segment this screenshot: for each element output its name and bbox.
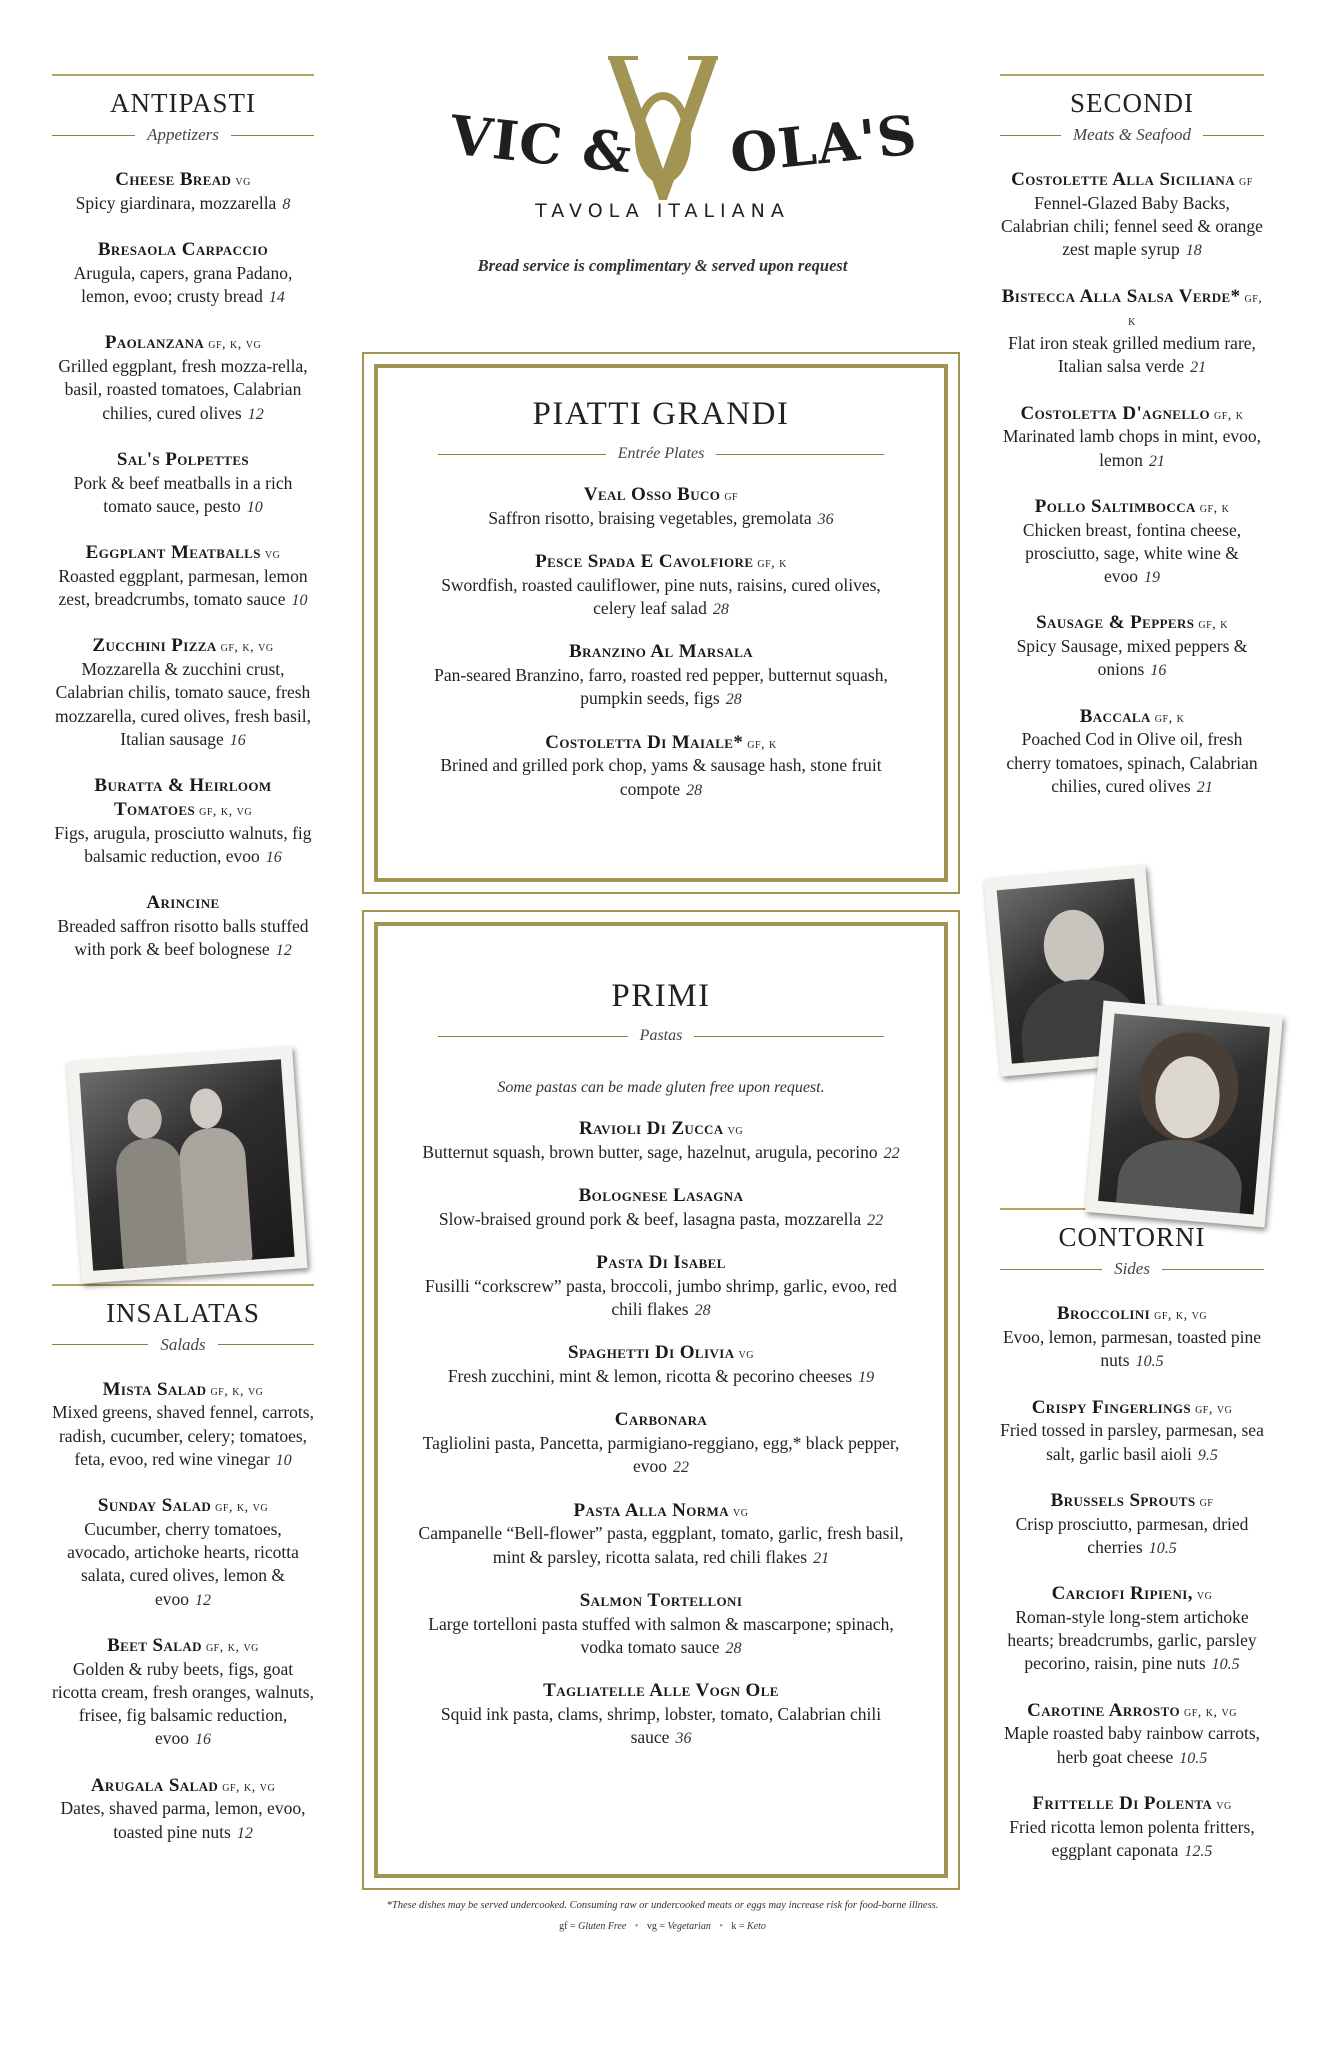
- dietary-legend: gf = Gluten Free • vg = Vegetarian • k = Keto: [559, 1921, 766, 1932]
- item-price: 36: [817, 510, 834, 528]
- legend-code: k: [731, 1921, 737, 1932]
- menu-item: [1000, 705, 1264, 799]
- menu-item: [418, 640, 904, 710]
- divider: [1000, 74, 1264, 76]
- item-name: Pollo Saltimbocca: [1034, 495, 1196, 517]
- item-description: Marinated lamb chops in mint, evoo, lemon: [1002, 426, 1262, 470]
- item-description: Slow-braised ground pork & beef, lasagna pasta, mozzarella: [438, 1208, 862, 1229]
- item-name: Pasta Alla Norma: [573, 1499, 730, 1521]
- section-subtitle: Pastas: [639, 1027, 683, 1044]
- bullet-icon: •: [634, 1921, 639, 1932]
- section-title: CONTORNI: [1058, 1222, 1206, 1253]
- item-price: 8: [282, 195, 291, 213]
- menu-item: [52, 1634, 314, 1751]
- item-price: 16: [1150, 662, 1167, 680]
- dietary-tags: vg: [264, 547, 281, 563]
- menu-item: [1000, 1489, 1264, 1559]
- menu-item: [1000, 1792, 1264, 1862]
- gluten-free-note: Some pastas can be made gluten free upon request.: [497, 1079, 825, 1096]
- piatti-grandi-box: [362, 352, 960, 894]
- item-price: 21: [1148, 452, 1165, 470]
- tagline: TAVOLA ITALIANA: [535, 200, 790, 222]
- legend-code: vg: [646, 1921, 657, 1932]
- item-description: Cucumber, cherry tomatoes, avocado, artichoke hearts, ricotta salata, cured olives, lemon & evoo: [67, 1518, 299, 1609]
- item-name: Costoletta Di Maiale*: [545, 731, 744, 753]
- item-name: Crispy Fingerlings: [1031, 1396, 1192, 1418]
- item-description: Squid ink pasta, clams, shrimp, lobster, tomato, Calabrian chili sauce: [440, 1703, 882, 1748]
- menu-item: [418, 1341, 904, 1388]
- item-description: Golden & ruby beets, figs, goat ricotta cream, fresh oranges, walnuts, frisee, fig balsamic reduction, evoo: [52, 1658, 314, 1749]
- item-description: Poached Cod in Olive oil, fresh cherry tomatoes, spinach, Calabrian chilies, cured olives: [1006, 729, 1258, 796]
- item-name: Baccala: [1079, 705, 1151, 727]
- insalatas-list: [52, 1378, 314, 1844]
- item-price: 28: [712, 601, 729, 619]
- dietary-tags: gf: [724, 489, 739, 504]
- menu-item: [418, 1251, 904, 1321]
- dietary-tags: gf, k, vg: [199, 803, 253, 819]
- item-price: 21: [1196, 778, 1213, 796]
- item-description: Breaded saffron risotto balls stuffed with pork & beef bolognese: [57, 916, 309, 960]
- item-price: 12: [236, 1824, 253, 1842]
- dietary-tags: gf, k, vg: [222, 1779, 276, 1795]
- item-description: Fennel-Glazed Baby Backs, Calabrian chili; fennel seed & orange zest maple syrup: [1001, 192, 1263, 260]
- item-description: Flat iron steak grilled medium rare, Italian salsa verde: [1008, 333, 1256, 377]
- item-name: Beet Salad: [107, 1634, 202, 1656]
- dietary-tags: gf, vg: [1195, 1401, 1233, 1417]
- logo: [340, 50, 985, 230]
- menu-item: [418, 1679, 904, 1749]
- legend-meaning: Gluten Free: [578, 1921, 627, 1932]
- dietary-tags: vg: [1196, 1588, 1213, 1604]
- menu-item: [1000, 1396, 1264, 1466]
- item-name: Carbonara: [614, 1409, 708, 1431]
- dietary-tags: gf, k, vg: [1154, 1308, 1208, 1324]
- item-price: 10: [291, 592, 308, 610]
- item-name: Broccolini: [1056, 1303, 1151, 1325]
- dietary-tags: gf, k: [757, 556, 787, 572]
- primi-box: [362, 910, 960, 1890]
- item-description: Evoo, lemon, parmesan, toasted pine nuts: [1002, 1326, 1262, 1371]
- item-description: Saffron risotto, braising vegetables, gremolata: [488, 507, 812, 528]
- insalatas-header: [52, 1284, 314, 1355]
- middle-column: [340, 50, 985, 276]
- item-description: Pan-seared Branzino, farro, roasted red pepper, butternut squash, pumpkin seeds, figs: [434, 665, 888, 709]
- item-name: Brussels Sprouts: [1050, 1489, 1196, 1511]
- menu-item: [1000, 495, 1264, 589]
- dietary-tags: vg: [1216, 1797, 1232, 1813]
- item-price: 18: [1185, 242, 1202, 260]
- section-title: PRIMI: [611, 978, 711, 1014]
- section-subtitle: Salads: [160, 1334, 206, 1354]
- item-description: Brined and grilled pork chop, yams & sausage hash, stone fruit compote: [440, 755, 882, 799]
- item-price: 22: [883, 1144, 900, 1162]
- item-name: Zucchini Pizza: [92, 635, 217, 657]
- item-price: 14: [268, 289, 285, 307]
- item-description: Fusilli “corkscrew” pasta, broccoli, jumbo shrimp, garlic, evoo, red chili flakes: [425, 1275, 897, 1320]
- menu-item: [1000, 1582, 1264, 1676]
- item-description: Dates, shaved parma, lemon, evoo, toasted pine nuts: [60, 1798, 306, 1842]
- legend-code: gf: [559, 1921, 568, 1932]
- item-price: 36: [675, 1730, 692, 1748]
- item-name: Eggplant Meatballs: [85, 542, 261, 564]
- item-name: Cheese Bread: [115, 169, 232, 190]
- menu-item: [418, 1117, 904, 1164]
- section-title: SECONDI: [1069, 88, 1194, 118]
- item-name: Tagliatelle Alle Vogn Ole: [543, 1680, 779, 1702]
- item-description: Tagliolini pasta, Pancetta, parmigiano-reggiano, egg,* black pepper, evoo: [422, 1433, 900, 1477]
- item-description: Roman-style long-stem artichoke hearts; breadcrumbs, garlic, parsley pecorino, raisin, pine nuts: [1007, 1606, 1257, 1674]
- item-price: 21: [813, 1549, 830, 1567]
- woman-portrait-photo: [1085, 1001, 1283, 1228]
- menu-item: [52, 1774, 314, 1844]
- item-description: Campanelle “Bell-flower” pasta, eggplant, tomato, garlic, fresh basil, mint & parsley, ricotta salata, red chili flakes: [418, 1523, 904, 1567]
- dietary-tags: gf, k, vg: [215, 1500, 269, 1516]
- antipasti-header: [52, 74, 314, 145]
- dietary-tags: gf, k, vg: [205, 1639, 259, 1655]
- item-price: 19: [1144, 569, 1161, 587]
- item-name: Salmon Tortelloni: [579, 1589, 743, 1611]
- item-price: 22: [673, 1459, 690, 1477]
- menu-item: [418, 550, 904, 620]
- item-description: Roasted eggplant, parmesan, lemon zest, breadcrumbs, tomato sauce: [58, 565, 308, 610]
- item-name: Costoletta D'agnello: [1020, 402, 1210, 424]
- menu-item: [52, 1494, 314, 1611]
- logo-name-left: VIC &: [447, 102, 636, 186]
- item-description: Mozzarella & zucchini crust, Calabrian chilis, tomato sauce, fresh mozzarella, cured olives, fresh basil, Italian sausage: [54, 659, 312, 749]
- item-price: 16: [195, 1731, 212, 1749]
- left-column: [52, 74, 314, 1844]
- item-name: Sausage & Peppers: [1036, 612, 1195, 634]
- menu-item: [418, 1499, 904, 1569]
- item-description: Fried tossed in parsley, parmesan, sea salt, garlic basil aioli: [1000, 1420, 1264, 1464]
- item-price: 12: [247, 405, 264, 423]
- item-price: 10: [275, 1451, 292, 1469]
- item-price: 12: [275, 942, 292, 960]
- item-description: Maple roasted baby rainbow carrots, herb goat cheese: [1003, 1723, 1261, 1767]
- section-subtitle: Appetizers: [147, 125, 219, 144]
- secondi-header: [1000, 74, 1264, 145]
- item-description: Spicy giardinara, mozzarella: [75, 192, 277, 213]
- dietary-tags: gf, k: [1128, 290, 1263, 330]
- divider: [52, 1284, 314, 1286]
- item-name: Sal's Polpettes: [116, 448, 250, 470]
- dietary-tags: gf, k: [1213, 407, 1244, 423]
- menu-item: [1000, 1699, 1264, 1769]
- item-price: 12: [195, 1591, 212, 1609]
- menu-item: [418, 1184, 904, 1231]
- dietary-tags: gf, k: [747, 736, 777, 752]
- item-name: Veal Osso Buco: [583, 484, 721, 505]
- item-name: Spaghetti Di Olivia: [568, 1342, 735, 1364]
- item-description: Figs, arugula, prosciutto walnuts, fig balsamic reduction, evoo: [54, 822, 312, 866]
- menu-item: [52, 891, 314, 961]
- item-name: Arugala Salad: [90, 1774, 219, 1796]
- section-title: ANTIPASTI: [109, 88, 257, 118]
- couple-photo: [67, 1046, 308, 1283]
- menu-item: [52, 634, 314, 751]
- dietary-tags: gf, k: [1154, 710, 1185, 726]
- item-price: 10.5: [1148, 1539, 1177, 1557]
- section-subtitle: Sides: [1114, 1259, 1150, 1279]
- menu-item: [418, 1408, 904, 1478]
- menu-item: [1000, 402, 1264, 472]
- item-description: Pork & beef meatballs in a rich tomato sauce, pesto: [73, 472, 293, 516]
- section-subtitle: Meats & Seafood: [1072, 125, 1192, 144]
- item-name: Carciofi Ripieni,: [1051, 1583, 1193, 1605]
- dietary-tags: gf, k: [1198, 617, 1228, 633]
- dietary-tags: vg: [235, 174, 251, 189]
- dietary-tags: vg: [738, 1347, 754, 1363]
- section-title: PIATTI GRANDI: [532, 396, 790, 432]
- item-price: 28: [694, 1302, 711, 1320]
- primi-list: [418, 1117, 904, 1749]
- item-price: 10.5: [1135, 1353, 1164, 1371]
- item-description: Arugula, capers, grana Padano, lemon, evoo; crusty bread: [73, 262, 293, 307]
- item-price: 19: [858, 1369, 875, 1387]
- dietary-tags: gf: [1199, 1494, 1214, 1510]
- menu-item: [1000, 611, 1264, 681]
- item-price: 16: [265, 848, 282, 866]
- menu-item: [418, 731, 904, 801]
- piatti-grandi-list: [418, 483, 904, 801]
- item-price: 28: [725, 1639, 742, 1657]
- dietary-tags: vg: [727, 1123, 744, 1138]
- item-description: Grilled eggplant, fresh mozza-rella, basil, roasted tomatoes, Calabrian chilies, cured olives: [58, 356, 308, 423]
- item-description: Fried ricotta lemon polenta fritters, eggplant caponata: [1009, 1816, 1255, 1860]
- dietary-tags: gf: [1239, 174, 1253, 189]
- footnote-text: *These dishes may be served undercooked. Consuming raw or undercooked meats or eggs may increase risk for food-borne illness.: [386, 1900, 939, 1911]
- item-price: 10.5: [1179, 1749, 1208, 1767]
- section-title: INSALATAS: [106, 1297, 260, 1328]
- menu-item: [52, 331, 314, 425]
- secondi-list: [1000, 168, 1264, 798]
- contorni-list: [1000, 1302, 1264, 1862]
- item-description: Spicy Sausage, mixed peppers & onions: [1016, 636, 1248, 680]
- menu-item: [1000, 1302, 1264, 1372]
- item-name: Buratta & Heirloom Tomatoes: [94, 775, 272, 820]
- dietary-tags: gf, k, vg: [1183, 1704, 1237, 1720]
- item-name: Ravioli Di Zucca: [578, 1118, 724, 1139]
- item-price: 10: [246, 498, 263, 516]
- menu-item: [52, 774, 314, 868]
- item-description: Chicken breast, fontina cheese, prosciutto, sage, white wine & evoo: [1022, 519, 1242, 587]
- antipasti-list: [52, 168, 314, 962]
- divider: [52, 74, 314, 76]
- item-price: 28: [725, 691, 742, 709]
- item-name: Pasta Di Isabel: [596, 1252, 726, 1274]
- dietary-tags: vg: [733, 1504, 749, 1520]
- item-price: 16: [229, 731, 246, 749]
- item-name: Branzino Al Marsala: [569, 641, 753, 663]
- item-name: Bolognese Lasagna: [578, 1185, 744, 1207]
- section-subtitle: Entrée Plates: [617, 445, 705, 462]
- menu-item: [52, 541, 314, 611]
- item-name: Bresaola Carpaccio: [97, 239, 269, 261]
- item-description: Fresh zucchini, mint & lemon, ricotta & pecorino cheeses: [447, 1366, 853, 1387]
- item-price: 21: [1190, 359, 1207, 377]
- dietary-tags: gf, k, vg: [208, 337, 262, 353]
- menu-item: [52, 238, 314, 308]
- item-price: 12.5: [1184, 1842, 1213, 1860]
- item-price: 9.5: [1197, 1446, 1218, 1464]
- menu-item: [52, 168, 314, 215]
- item-name: Costolette Alla Siciliana: [1011, 169, 1236, 190]
- item-description: Crisp prosciutto, parmesan, dried cherries: [1015, 1513, 1249, 1557]
- item-name: Frittelle Di Polenta: [1032, 1792, 1213, 1814]
- item-name: Bistecca Alla Salsa Verde*: [1001, 285, 1241, 307]
- bread-note: Bread service is complimentary & served upon request: [477, 256, 848, 275]
- menu-item: [418, 1589, 904, 1659]
- item-description: Mixed greens, shaved fennel, carrots, radish, cucumber, celery; tomatoes, feta, evoo, red wine vinegar: [52, 1402, 314, 1469]
- item-description: Butternut squash, brown butter, sage, hazelnut, arugula, pecorino: [422, 1141, 878, 1162]
- item-name: Mista Salad: [102, 1378, 207, 1400]
- item-description: Swordfish, roasted cauliflower, pine nuts, raisins, cured olives, celery leaf salad: [441, 574, 881, 619]
- bullet-icon: •: [719, 1921, 723, 1932]
- dietary-tags: gf, k: [1199, 500, 1230, 516]
- menu-item: [418, 483, 904, 530]
- legend-meaning: Keto: [746, 1921, 766, 1932]
- item-price: 10.5: [1211, 1656, 1240, 1674]
- item-name: Paolanzana: [104, 332, 205, 354]
- dietary-tags: gf, k, vg: [220, 640, 274, 656]
- item-price: 28: [686, 781, 703, 799]
- logo-name-right: OLA'S: [727, 102, 921, 186]
- footnote: [340, 1900, 985, 1932]
- item-description: Large tortelloni pasta stuffed with salmon & mascarpone; spinach, vodka tomato sauce: [428, 1613, 894, 1657]
- menu-item: [52, 448, 314, 518]
- menu-item: [1000, 285, 1264, 379]
- item-name: Sunday Salad: [97, 1495, 212, 1517]
- item-price: 22: [867, 1211, 884, 1229]
- item-name: Pesce Spada E Cavolfiore: [535, 551, 754, 573]
- dietary-tags: gf, k, vg: [210, 1383, 264, 1399]
- item-name: Carotine Arrosto: [1027, 1699, 1180, 1721]
- legend-meaning: Vegetarian: [667, 1921, 711, 1932]
- menu-item: [1000, 168, 1264, 262]
- item-name: Arincine: [146, 892, 220, 914]
- menu-item: [52, 1378, 314, 1472]
